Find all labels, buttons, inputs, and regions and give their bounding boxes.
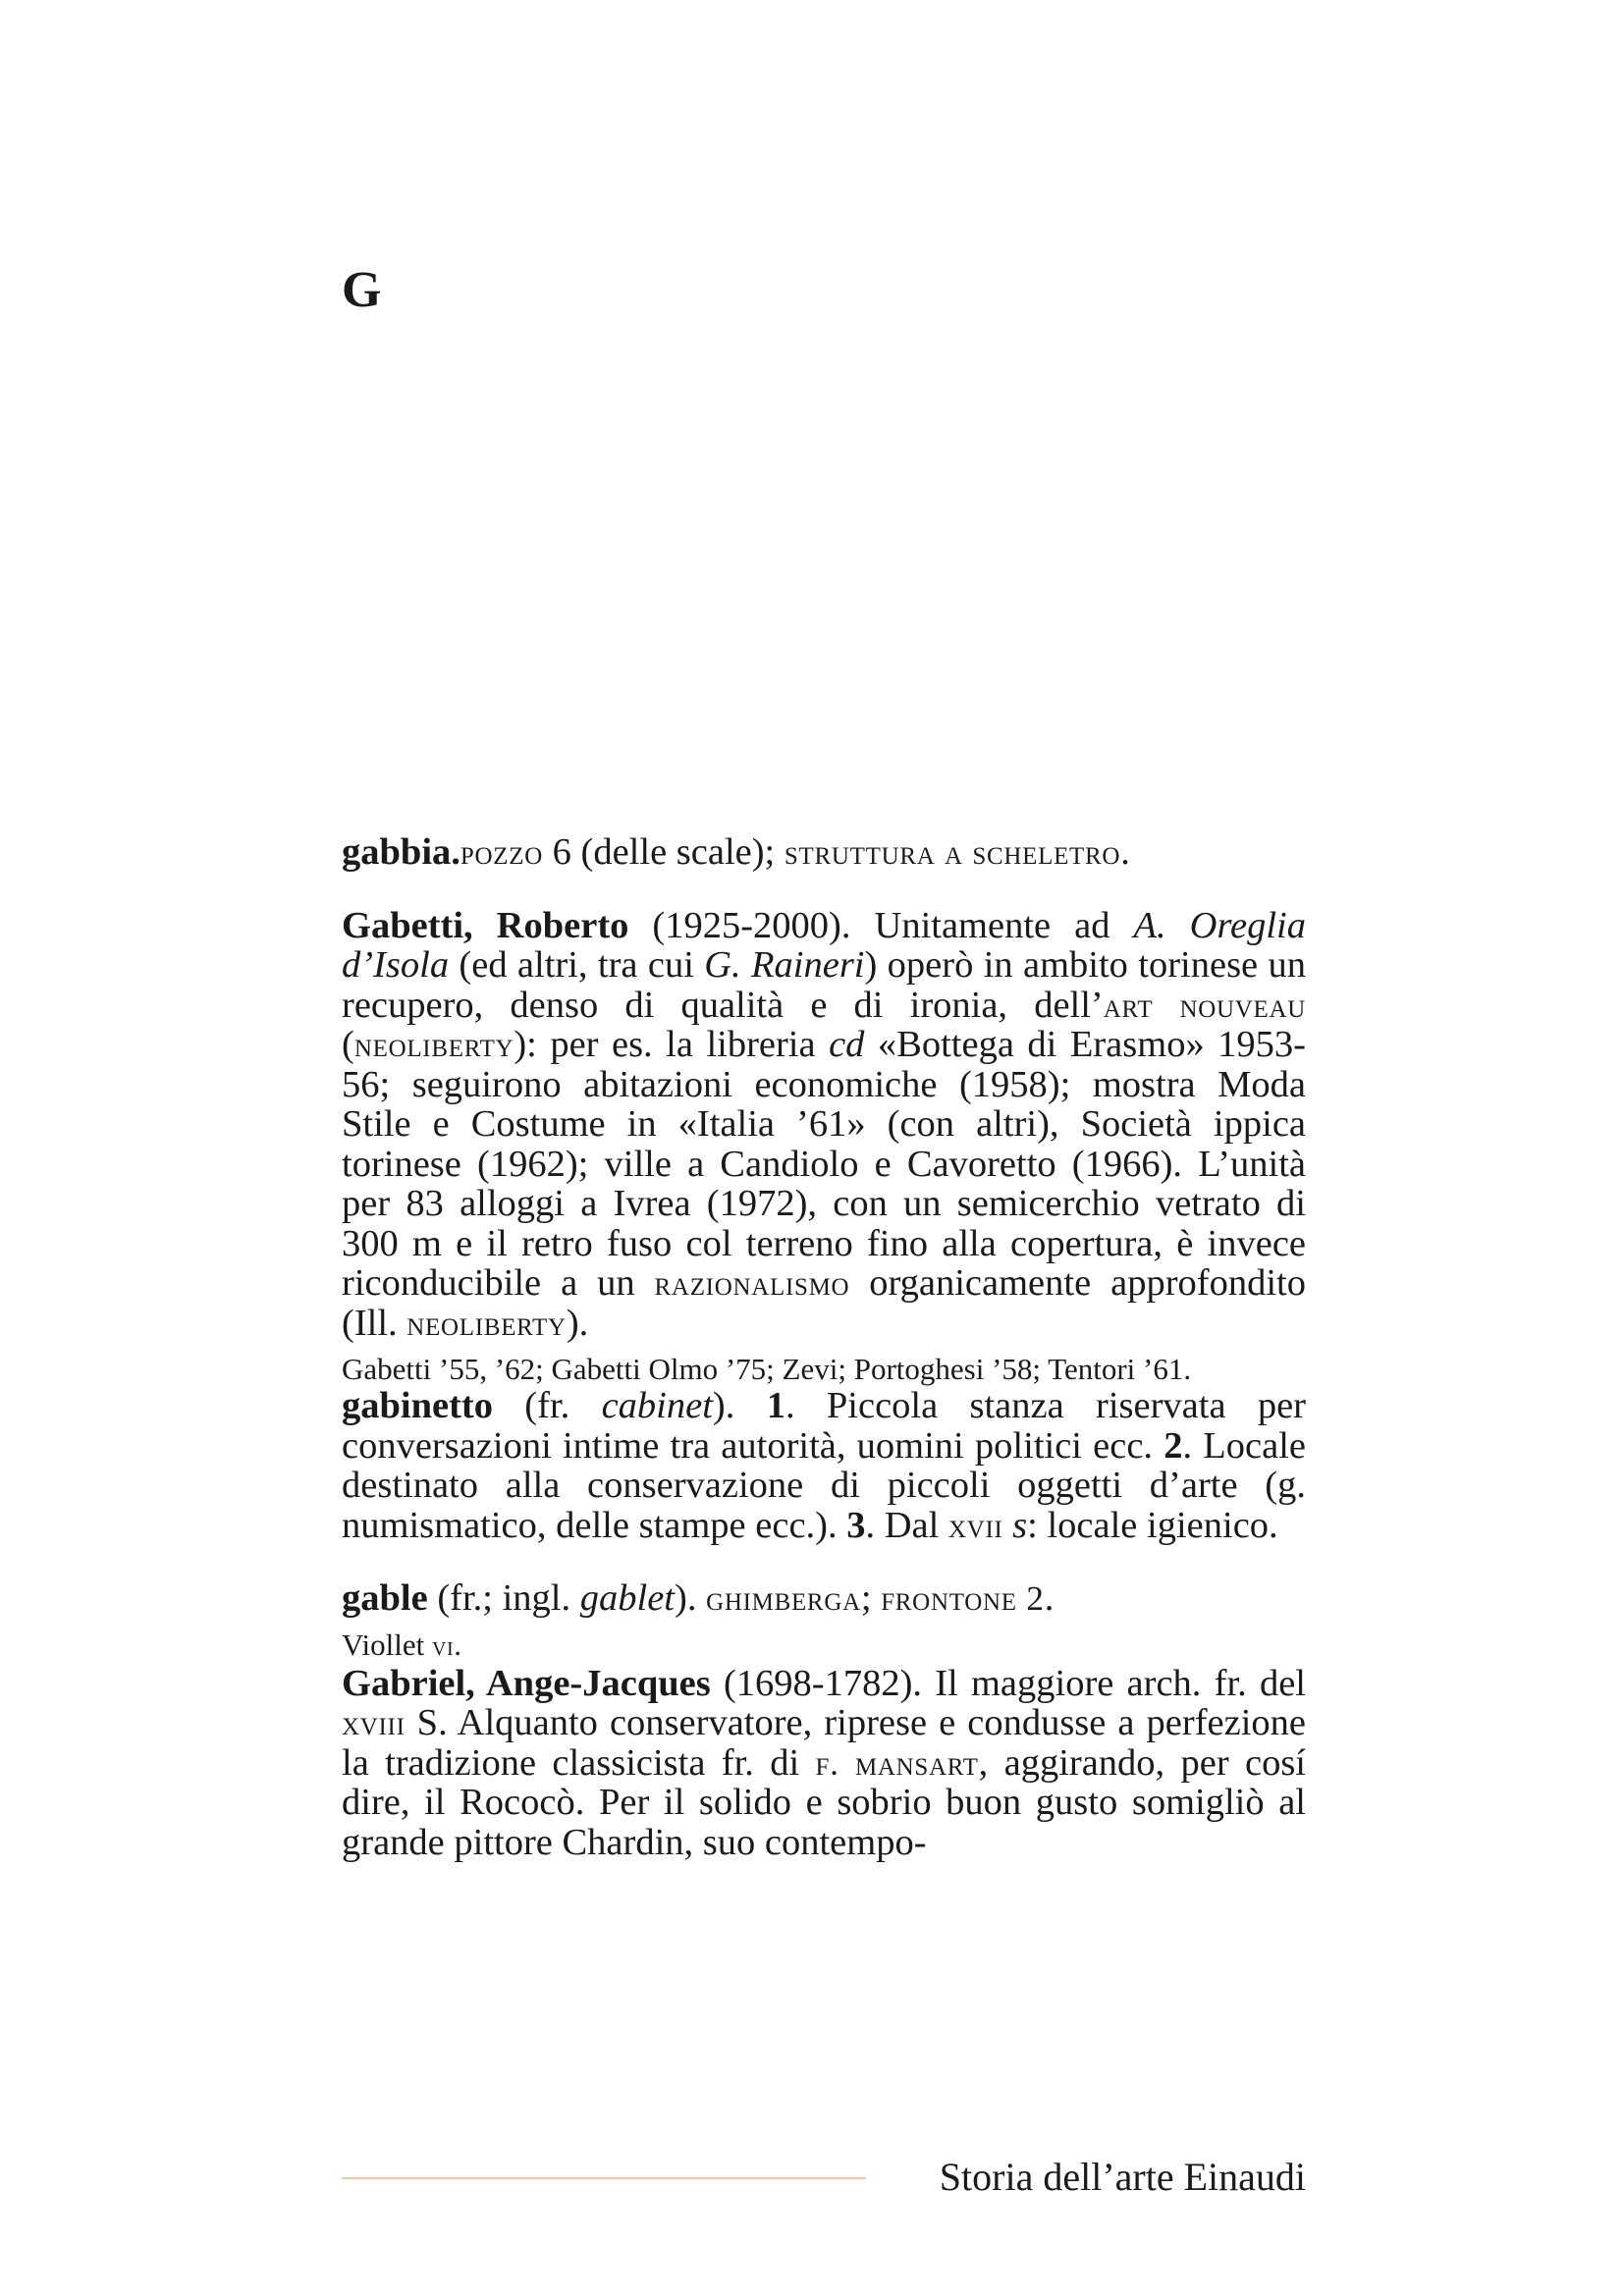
entry-text: organicamente approfondito (Ill. (342, 1262, 1306, 1344)
entry-text: (ed altri, tra cui (449, 944, 705, 986)
sense-number: 2 (1163, 1424, 1183, 1467)
entry-text: . (454, 1627, 461, 1662)
entry-text: . (1044, 1577, 1055, 1619)
entry-text: ; (860, 1577, 882, 1619)
entry-gabetti-roberto (342, 906, 1306, 1344)
headword: gabbia. (342, 831, 460, 873)
bibliography: Gabetti ’55, ’62; Gabetti Olmo ’75; Zevi; Portoghesi ’58; Tentori ’61. (342, 1352, 1192, 1386)
italic-text: gablet (579, 1577, 675, 1619)
entry-text: (1925-2000). Unitamente ad (628, 904, 1134, 946)
headword: Gabetti, Roberto (342, 904, 629, 946)
entry-text: ): per es. la libreria (514, 1024, 830, 1065)
entry-text: : locale igienico. (1027, 1504, 1278, 1546)
entry-gabinetto (342, 1386, 1306, 1545)
small-caps-ref: xviii (342, 1703, 406, 1742)
entry-text: ). (675, 1577, 707, 1619)
entry-text: (fr.; ingl. (427, 1577, 580, 1619)
entry-text: ( (342, 1024, 354, 1065)
sense-number: 1 (766, 1385, 785, 1426)
italic-text: cabinet (601, 1385, 713, 1426)
small-caps-ref: pozzo (460, 832, 544, 872)
entry-text: «Bottega di Erasmo» 1953-56; seguirono abitazioni economiche (1958); mostra Moda Stile e Costume in «Italia ’61» (con altri), Società ippica torinese (1962); ville a Candiolo e Cavoretto (1966). L’unità per 83 alloggi a Ivrea (1972), con un semicerchio vetrato di 300 m e il retro fuso col terreno fino alla copertura, è invece riconducibile a un (342, 1024, 1306, 1304)
bibliography (342, 1629, 1306, 1664)
entry-text: . Piccola stanza riservata per conversazioni intime tra autorità, uomini politici ecc. (342, 1385, 1306, 1467)
entry-text: (1698-1782). Il maggiore arch. fr. del (710, 1662, 1306, 1704)
entry-text (1003, 1505, 1013, 1546)
entry-text: (fr. (493, 1385, 602, 1426)
entry-text: 6 (delle scale); (543, 831, 784, 873)
entry-text: ). (712, 1385, 767, 1426)
small-caps-ref: ghimberga (706, 1578, 861, 1618)
small-caps-ref: struttura a scheletro (784, 832, 1121, 872)
small-caps-ref: neoliberty (353, 1025, 514, 1064)
entry-gabriel-ange-jacques (342, 1664, 1306, 1863)
section-letter: G (342, 262, 382, 318)
entry-text: ) operò in ambito torinese un recupero, denso di qualità e di ironia, dell’ (342, 944, 1306, 1026)
entry-text: ). (566, 1302, 589, 1344)
entry-text: . Locale destinato alla conservazione di piccoli oggetti d’arte (g. numismatico, delle stampe ecc.). (342, 1424, 1306, 1546)
footer-rule (342, 2177, 866, 2179)
entry-text: Viollet (342, 1627, 432, 1662)
small-caps-ref: art nouveau (1103, 985, 1306, 1025)
headword: gable (342, 1577, 428, 1619)
sense-number: 3 (846, 1504, 866, 1546)
entry-text: , aggirando, per cosí dire, il Rococò. Per il solido e sobrio buon gusto somigliò al grande pittore Chardin, suo contempo- (342, 1741, 1307, 1863)
entry-gable (342, 1578, 1306, 1619)
small-caps-ref: neoliberty (406, 1303, 567, 1343)
dictionary-entries (342, 832, 1306, 1862)
headword: Gabriel, Ange-Jacques (342, 1662, 711, 1704)
small-caps-ref: f. mansart (815, 1742, 979, 1783)
footer-title: Storia dell’arte Einaudi (939, 2155, 1306, 2199)
italic-text: G. Raineri (704, 944, 865, 986)
italic-text: cd (829, 1024, 865, 1065)
italic-text: A. Oreglia d’Isola (342, 904, 1306, 986)
entry-gabbia (342, 832, 1306, 873)
small-caps-ref: frontone 2 (881, 1578, 1045, 1618)
headword: gabinetto (342, 1385, 493, 1426)
small-caps-ref: vi (432, 1630, 455, 1662)
italic-text: s (1012, 1504, 1028, 1546)
small-caps-ref: razionalismo (654, 1263, 850, 1303)
small-caps-ref: xvii (947, 1505, 1003, 1545)
entry-text: . Dal (865, 1504, 948, 1546)
entry-text: . (1120, 831, 1130, 873)
entry-text: S. Alquanto conservatore, riprese e condusse a perfezione la tradizione classicista fr. di (342, 1702, 1306, 1784)
